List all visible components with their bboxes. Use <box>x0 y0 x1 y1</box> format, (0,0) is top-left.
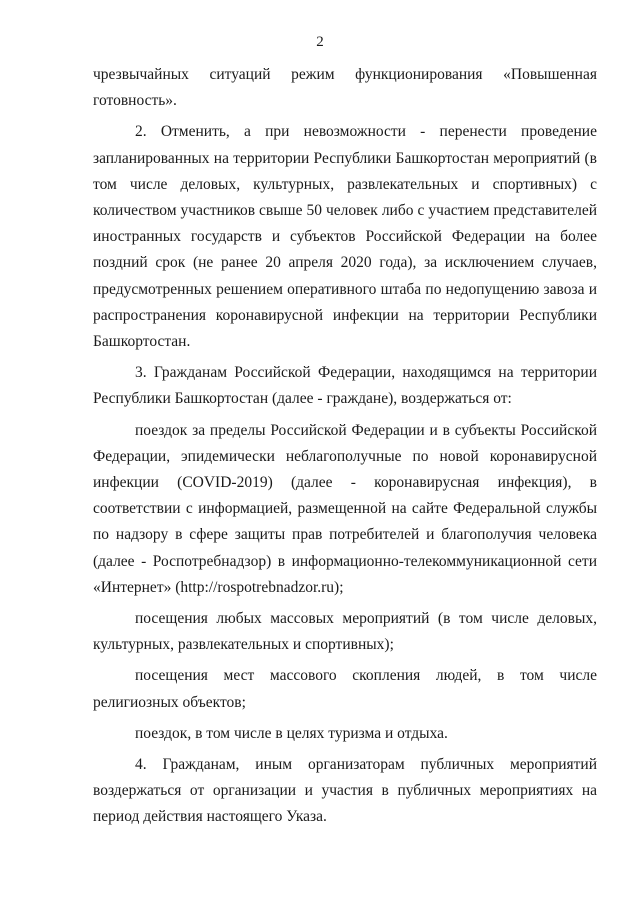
document-body <box>93 62 597 836</box>
paragraph-7: поездок, в том числе в целях туризма и отдыха. <box>135 724 448 742</box>
paragraph-6: посещения мест массового скопления людей, в том числе религиозных объектов; <box>93 667 597 711</box>
paragraph-3: 3. Гражданам Российской Федерации, находящимся на территории Республики Башкортостан (далее - граждане), воздержаться от: <box>93 364 597 408</box>
paragraph-4: поездок за пределы Российской Федерации и в субъекты Российской Федерации, эпидемически неблагополучные по новой коронавирусной инфекции (COVID-2019) (далее - коронавирусная инфекция), в соответствии с информацией, размещенной на сайте Федеральной службы по надзору в сфере защиты прав потребителей и благополучия человека (далее - Роспотребнадзор) в информационно-телекоммуникационной сети «Интернет» (http://rospotrebnadzor.ru); <box>93 421 597 596</box>
paragraph-8: 4. Гражданам, иным организаторам публичных мероприятий воздержаться от организации и участия в публичных мероприятиях на период действия настоящего Указа. <box>93 756 597 826</box>
paragraph-2: 2. Отменить, а при невозможности - перенести проведение запланированных на территории Республики Башкортостан мероприятий (в том числе деловых, культурных, развлекательных и спортивных) с количеством участников свыше 50 человек либо с участием представителей иностранных государств и субъектов Российской Федерации на более поздний срок (не ранее 20 апреля 2020 года), за исключением случаев, предусмотренных решением оперативного штаба по недопущению завоза и распространения коронавирусной инфекции на территории Республики Башкортостан. <box>93 123 597 351</box>
paragraph-5: посещения любых массовых мероприятий (в том числе деловых, культурных, развлекательных и спортивных); <box>93 610 597 654</box>
page-number: 2 <box>316 34 324 50</box>
paragraph-1: чрезвычайных ситуаций режим функционирования «Повышенная готовность». <box>93 66 597 110</box>
